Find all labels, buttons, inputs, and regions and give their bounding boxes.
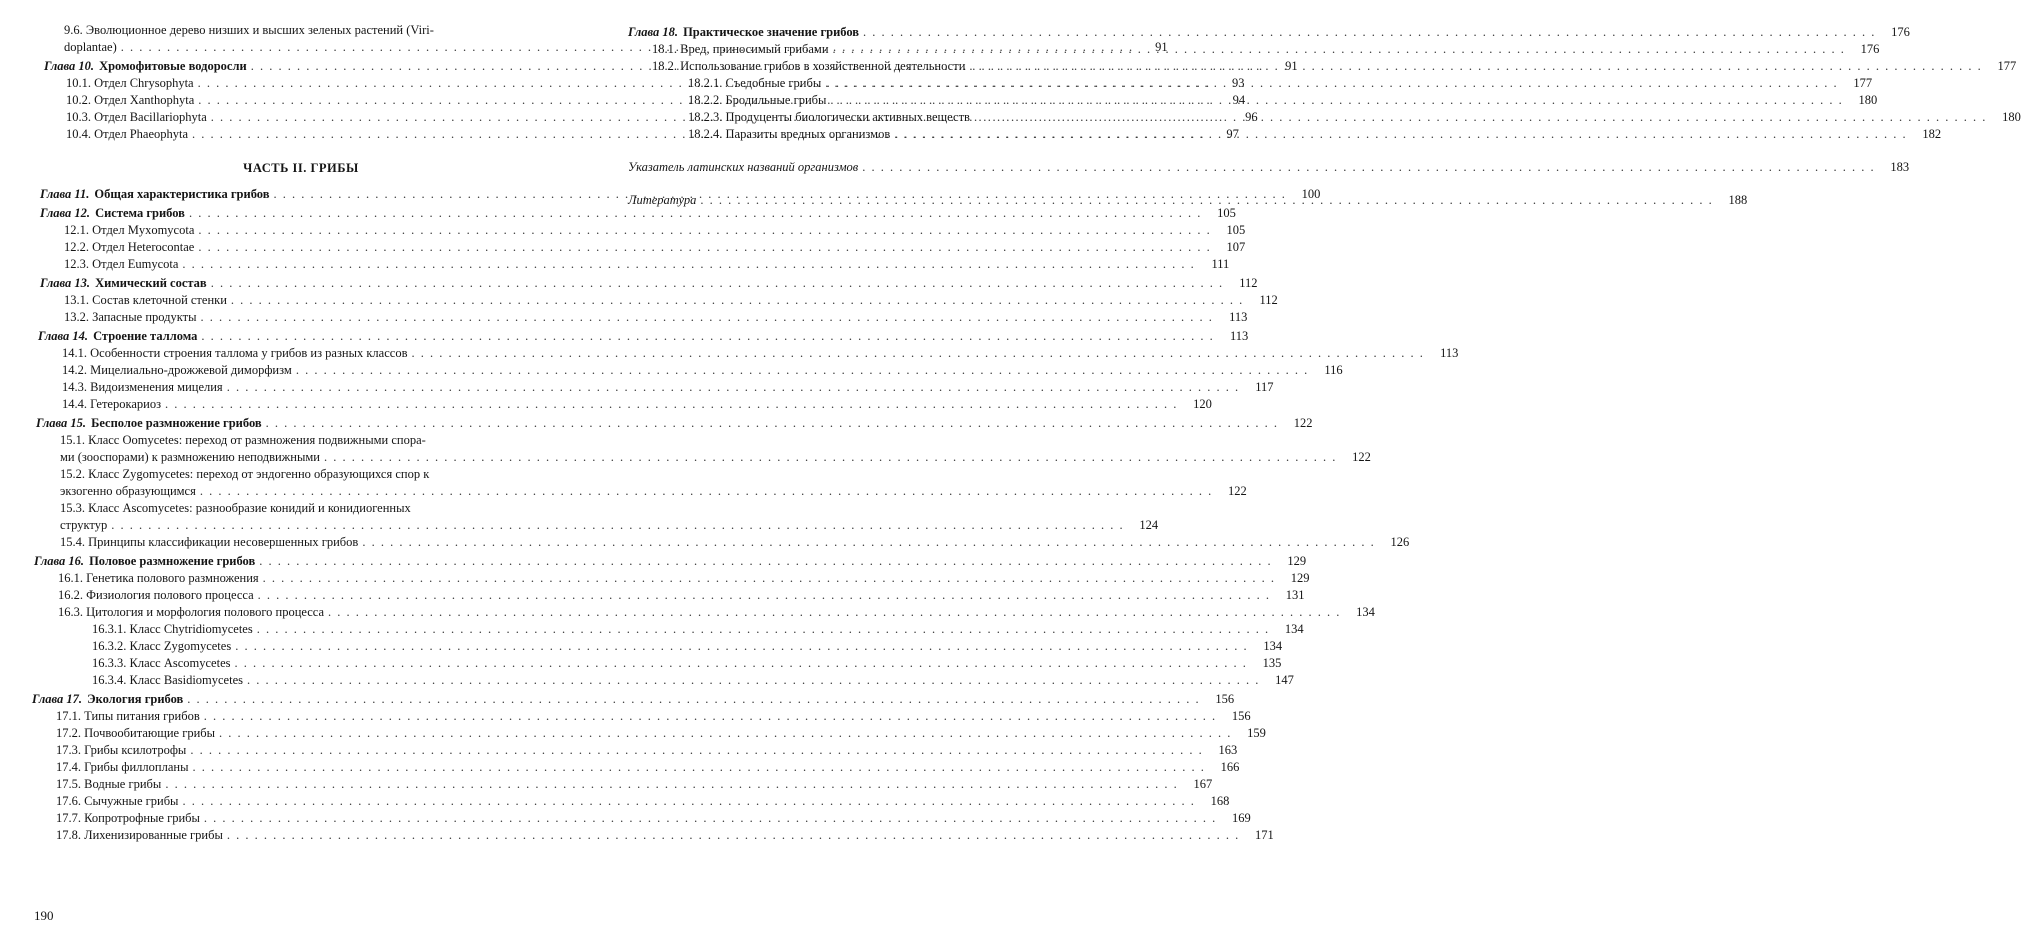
dot-leader	[200, 483, 1213, 500]
toc-entry-title: 17.5. Водные грибы	[56, 776, 161, 793]
toc-entry-line: doplantae)	[64, 39, 117, 56]
toc-entry-multiline	[28, 22, 574, 56]
dot-leader	[227, 379, 1240, 396]
toc-entry	[28, 126, 574, 143]
chapter-title	[38, 328, 197, 345]
chapter-title	[40, 205, 185, 222]
toc-entry-title: 12.3. Отдел Eumycota	[64, 256, 178, 273]
toc-entry	[624, 58, 1160, 75]
page-ref: 116	[1313, 362, 1343, 379]
dot-leader	[324, 449, 1337, 466]
chapter-prefix: Глава 13.	[40, 276, 90, 290]
toc-entry-title: 18.1. Вред, приносимый грибами	[652, 41, 829, 58]
toc-entry-title: 16.1. Генетика полового размножения	[58, 570, 259, 587]
toc-entry	[624, 75, 1160, 92]
toc-section-fungi	[28, 186, 574, 844]
page-ref: 100	[1290, 186, 1320, 203]
toc-entry	[28, 570, 574, 587]
toc-entry	[28, 379, 574, 396]
spacer	[624, 176, 1160, 186]
dot-leader	[969, 58, 1982, 75]
chapter-name: Строение таллома	[93, 329, 197, 343]
chapter-prefix: Глава 16.	[34, 554, 84, 568]
toc-section-algae	[28, 22, 574, 143]
page-ref: 167	[1182, 776, 1212, 793]
page-ref: 117	[1244, 379, 1274, 396]
toc-entry-last-line	[60, 449, 1341, 466]
page-ref: 122	[1283, 415, 1313, 432]
toc-entry-title: 14.2. Мицелиально-дрожжевой диморфизм	[62, 362, 292, 379]
toc-entry-last-line	[60, 517, 1128, 534]
page-ref: 120	[1182, 396, 1212, 413]
dot-leader	[227, 827, 1240, 844]
toc-chapter	[28, 553, 574, 570]
toc-entry-title: 10.1. Отдел Chrysophyta	[66, 75, 194, 92]
toc-chapter	[28, 275, 574, 292]
dot-leader	[165, 776, 1178, 793]
toc-entry	[28, 256, 574, 273]
toc-entry-title: 18.2.1. Съедобные грибы	[688, 75, 821, 92]
toc-entry	[624, 41, 1160, 58]
chapter-prefix: Глава 18.	[628, 25, 678, 39]
page-ref: 129	[1280, 570, 1310, 587]
toc-entry-title: 12.1. Отдел Myxomycota	[64, 222, 194, 239]
dot-leader	[266, 415, 1279, 432]
page-ref: 91	[1268, 58, 1298, 75]
dot-leader	[830, 92, 1843, 109]
toc-entry	[28, 396, 574, 413]
toc-entry-title: 16.3. Цитология и морфология полового процесса	[58, 604, 324, 621]
toc-entry	[28, 109, 574, 126]
toc-entry	[28, 239, 574, 256]
chapter-title	[40, 186, 270, 203]
dot-leader	[362, 534, 1375, 551]
page-ref: 183	[1879, 159, 1909, 176]
page-ref: 107	[1215, 239, 1245, 256]
left-column	[28, 22, 574, 844]
toc-entry-title: 17.8. Лихенизированные грибы	[56, 827, 223, 844]
page-ref: 156	[1221, 708, 1251, 725]
toc-entry	[624, 126, 1160, 143]
toc-chapter	[28, 186, 574, 203]
toc-entry-title: 16.3.4. Класс Basidiomycetes	[92, 672, 243, 689]
toc-entry-title: 13.2. Запасные продукты	[64, 309, 197, 326]
toc-entry-title: 16.3.1. Класс Chytridiomycetes	[92, 621, 253, 638]
page-ref: 113	[1218, 328, 1248, 345]
toc-entry-line: 9.6. Эволюционное дерево низших и высших зеленых растений (Viri-	[64, 22, 1138, 39]
toc-entry-title: 18.2.3. Продуценты биологически активных веществ	[688, 109, 970, 126]
toc-entry	[28, 309, 574, 326]
dot-leader	[192, 759, 1205, 776]
toc-entry-line: структур	[60, 517, 107, 534]
page-ref: 131	[1275, 587, 1305, 604]
dot-leader	[411, 345, 1424, 362]
page-ref: 147	[1264, 672, 1294, 689]
toc-entry-line: 15.3. Класс Ascomycetes: разнообразие конидий и конидиогенных	[60, 500, 1128, 517]
toc-entry	[28, 587, 574, 604]
toc-entry-multiline	[28, 432, 574, 466]
page-ref: 129	[1276, 553, 1306, 570]
toc-entry-title: 14.3. Видоизменения мицелия	[62, 379, 223, 396]
toc-entry-title: 10.3. Отдел Bacillariophyta	[66, 109, 207, 126]
toc-entry-title: 18.2.2. Бродильные грибы	[688, 92, 826, 109]
dot-leader	[974, 109, 1987, 126]
page-ref: 156	[1204, 691, 1234, 708]
chapter-prefix: Глава 14.	[38, 329, 88, 343]
dot-leader	[198, 222, 1211, 239]
chapter-title	[34, 553, 255, 570]
chapter-prefix: Глава 10.	[44, 59, 94, 73]
toc-entry-title: 15.4. Принципы классификации несовершенных грибов	[60, 534, 358, 551]
chapter-title	[40, 275, 207, 292]
toc-entry-title: 14.4. Гетерокариоз	[62, 396, 161, 413]
toc-entry	[28, 621, 574, 638]
page-ref: 93	[1214, 75, 1244, 92]
dot-leader	[825, 75, 1838, 92]
dot-leader	[259, 553, 1272, 570]
page-ref: 134	[1274, 621, 1304, 638]
page-ref: 134	[1345, 604, 1375, 621]
chapter-title	[628, 24, 859, 41]
dot-leader	[894, 126, 1907, 143]
page-ref: 113	[1217, 309, 1247, 326]
chapter-prefix: Глава 12.	[40, 206, 90, 220]
toc-entry	[28, 638, 574, 655]
toc-back-matter	[624, 159, 1160, 176]
toc-entry	[28, 222, 574, 239]
toc-chapter	[624, 24, 1160, 41]
toc-entry	[28, 604, 574, 621]
dot-leader	[187, 691, 1200, 708]
toc-entry	[28, 345, 574, 362]
toc-entry	[624, 109, 1160, 126]
part-heading: ЧАСТЬ II. ГРИБЫ	[28, 161, 574, 176]
page-ref: 122	[1341, 449, 1371, 466]
page-ref: 94	[1215, 92, 1245, 109]
toc-entry	[28, 534, 574, 551]
chapter-prefix: Глава 15.	[36, 416, 86, 430]
dot-leader	[296, 362, 1309, 379]
toc-chapter	[28, 415, 574, 432]
toc-entry-line: экзогенно образующимся	[60, 483, 196, 500]
dot-leader	[328, 604, 1341, 621]
toc-entry-title: 17.6. Сычужные грибы	[56, 793, 178, 810]
dot-leader	[862, 159, 1875, 176]
page-ref: 176	[1880, 24, 1910, 41]
dot-leader	[863, 24, 1876, 41]
toc-entry-title: 16.3.2. Класс Zygomycetes	[92, 638, 231, 655]
dot-leader	[219, 725, 1232, 742]
toc-entry-title: 16.3.3. Класс Ascomycetes	[92, 655, 231, 672]
toc-entry	[28, 742, 574, 759]
chapter-name: Химический состав	[95, 276, 207, 290]
page-ref: 171	[1244, 827, 1274, 844]
toc-entry-line: 15.2. Класс Zygomycetes: переход от эндогенно образующихся спор к	[60, 466, 1217, 483]
dot-leader	[231, 292, 1244, 309]
toc-entry	[28, 725, 574, 742]
page-ref: 180	[1847, 92, 1877, 109]
toc-entry-title: 10.2. Отдел Xanthophyta	[66, 92, 194, 109]
toc-entry	[28, 672, 574, 689]
dot-leader	[235, 655, 1248, 672]
page-ref: 126	[1379, 534, 1409, 551]
toc-entry-multiline	[28, 466, 574, 500]
dot-leader	[182, 256, 1195, 273]
page-ref: 91	[1138, 39, 1168, 56]
toc-entry-line: ми (зооспорами) к размножению неподвижными	[60, 449, 320, 466]
page-number: 190	[34, 908, 54, 924]
toc-entry-text	[60, 466, 1217, 500]
toc-entry	[28, 362, 574, 379]
dot-leader	[190, 742, 1203, 759]
toc-entry-title: 13.1. Состав клеточной стенки	[64, 292, 227, 309]
toc-section-right	[624, 24, 1160, 209]
toc-entry-text	[60, 432, 1341, 466]
dot-leader	[204, 708, 1217, 725]
chapter-name: Хромофитовые водоросли	[99, 59, 247, 73]
toc-entry-line: 15.1. Класс Oomycetes: переход от размножения подвижными спора-	[60, 432, 1341, 449]
dot-leader	[833, 41, 1846, 58]
toc-entry-title: 16.2. Физиология полового процесса	[58, 587, 254, 604]
toc-entry-last-line	[60, 483, 1217, 500]
toc-chapter	[28, 205, 574, 222]
toc-entry	[28, 827, 574, 844]
page-ref: 166	[1209, 759, 1239, 776]
page-ref: 168	[1199, 793, 1229, 810]
toc-entry	[28, 776, 574, 793]
spacer	[624, 143, 1160, 153]
toc-entry	[28, 810, 574, 827]
page-ref: 135	[1251, 655, 1281, 672]
dot-leader	[247, 672, 1260, 689]
toc-entry	[28, 759, 574, 776]
toc-chapter	[28, 58, 574, 75]
toc-entry	[28, 92, 574, 109]
toc-entry-title: 17.2. Почвообитающие грибы	[56, 725, 215, 742]
dot-leader	[257, 621, 1270, 638]
toc-entry-title: 17.3. Грибы ксилотрофы	[56, 742, 186, 759]
dot-leader	[198, 239, 1211, 256]
dot-leader	[263, 570, 1276, 587]
page-ref: 105	[1206, 205, 1236, 222]
page-ref: 96	[1228, 109, 1258, 126]
page-ref: 163	[1207, 742, 1237, 759]
page-ref: 176	[1849, 41, 1879, 58]
page-ref: 177	[1986, 58, 2016, 75]
page-ref: 113	[1428, 345, 1458, 362]
page-ref: 105	[1215, 222, 1245, 239]
page-ref: 112	[1248, 292, 1278, 309]
toc-entry	[624, 92, 1160, 109]
dot-leader	[235, 638, 1248, 655]
toc-entry	[28, 655, 574, 672]
dot-leader	[111, 517, 1124, 534]
dot-leader	[700, 192, 1713, 209]
page-ref: 97	[1209, 126, 1239, 143]
toc-entry	[28, 292, 574, 309]
right-column	[624, 22, 1160, 209]
toc-entry-title: 10.4. Отдел Phaeophyta	[66, 126, 188, 143]
page-ref: 182	[1911, 126, 1941, 143]
page-ref: 111	[1199, 256, 1229, 273]
dot-leader	[201, 309, 1214, 326]
chapter-title	[32, 691, 183, 708]
toc-back-matter	[624, 192, 1160, 209]
chapter-name: Система грибов	[95, 206, 185, 220]
dot-leader	[182, 793, 1195, 810]
toc-entry	[28, 793, 574, 810]
toc-entry-title: 12.2. Отдел Heterocontae	[64, 239, 194, 256]
chapter-name: Половое размножение грибов	[89, 554, 255, 568]
page-ref: 169	[1221, 810, 1251, 827]
chapter-title	[36, 415, 262, 432]
chapter-name: Экология грибов	[87, 692, 183, 706]
dot-leader	[201, 328, 1214, 345]
toc-entry-title: Литература	[628, 192, 696, 209]
chapter-prefix: Глава 11.	[40, 187, 89, 201]
toc-chapter	[28, 691, 574, 708]
dot-leader	[258, 587, 1271, 604]
dot-leader	[165, 396, 1178, 413]
chapter-title	[44, 58, 247, 75]
page-ref: 122	[1217, 483, 1247, 500]
dot-leader	[204, 810, 1217, 827]
toc-entry-title: 17.1. Типы питания грибов	[56, 708, 200, 725]
toc-entry-title: 17.7. Копротрофные грибы	[56, 810, 200, 827]
chapter-name: Практическое значение грибов	[683, 25, 859, 39]
page-ref: 134	[1252, 638, 1282, 655]
page-ref: 124	[1128, 517, 1158, 534]
toc-entry-title: 18.2.4. Паразиты вредных организмов	[688, 126, 890, 143]
toc-entry-title: Указатель латинских названий организмов	[628, 159, 858, 176]
toc-entry	[28, 708, 574, 725]
page-ref: 159	[1236, 725, 1266, 742]
page-ref: 188	[1717, 192, 1747, 209]
dot-leader	[211, 275, 1224, 292]
toc-entry-title: 18.2. Использование грибов в хозяйственной деятельности	[652, 58, 965, 75]
page-ref: 180	[1991, 109, 2021, 126]
toc-entry-title: 14.1. Особенности строения таллома у грибов из разных классов	[62, 345, 407, 362]
toc-entry-text	[60, 500, 1128, 534]
toc-entry	[28, 75, 574, 92]
toc-chapter	[28, 328, 574, 345]
page-ref: 112	[1228, 275, 1258, 292]
chapter-name: Бесполое размножение грибов	[91, 416, 262, 430]
toc-entry-title: 17.4. Грибы филлопланы	[56, 759, 188, 776]
chapter-name: Общая характеристика грибов	[94, 187, 269, 201]
chapter-prefix: Глава 17.	[32, 692, 82, 706]
page-ref: 177	[1842, 75, 1872, 92]
toc-entry-multiline	[28, 500, 574, 534]
